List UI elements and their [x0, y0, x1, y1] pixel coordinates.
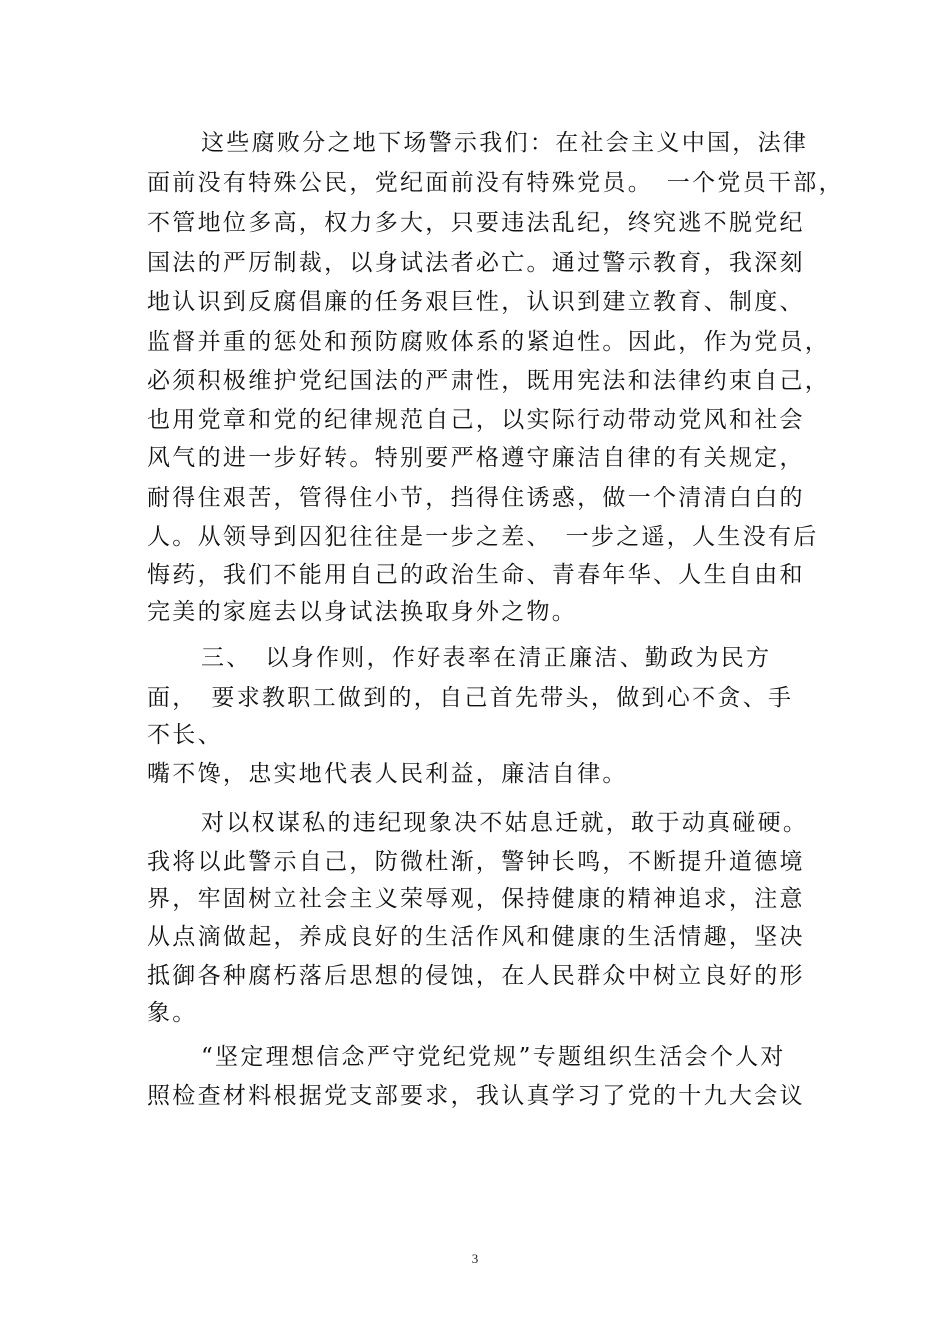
- text-line: 人。从领导到囚犯往往是一步之差、 一步之遥，人生没有后: [147, 524, 819, 550]
- text-line: 从点滴做起，养成良好的生活作风和健康的生活情趣，坚决: [147, 924, 805, 950]
- text-line: 象。: [147, 1000, 198, 1026]
- text-line: 地认识到反腐倡廉的任务艰巨性，认识到建立教育、制度、: [147, 289, 805, 315]
- text-line: 也用党章和党的纪律规范自己，以实际行动带动党风和社会: [147, 407, 805, 433]
- text-line: 不管地位多高，权力多大，只要违法乱纪，终究逃不脱党纪: [147, 210, 805, 236]
- text-line: 耐得住艰苦，管得住小节，挡得住诱惑，做一个清清白白的: [147, 485, 805, 511]
- text-line: 对以权谋私的违纪现象决不姑息迁就，敢于动真碰硬。: [201, 810, 809, 836]
- text-line: 面， 要求教职工做到的，自己首先带头，做到心不贪、手: [147, 685, 794, 711]
- text-line: 界，牢固树立社会主义荣辱观，保持健康的精神追求，注意: [147, 886, 805, 912]
- text-line: 风气的进一步好转。特别要严格遵守廉洁自律的有关规定，: [147, 445, 805, 471]
- text-line: 监督并重的惩处和预防腐败体系的紧迫性。因此，作为党员，: [147, 329, 831, 355]
- text-line: 不长、: [147, 722, 223, 748]
- text-line: 我将以此警示自己，防微杜渐，警钟长鸣，不断提升道德境: [147, 849, 805, 875]
- text-line: 照检查材料根据党支部要求，我认真学习了党的十九大会议: [147, 1083, 805, 1109]
- text-line: 完美的家庭去以身试法换取身外之物。: [147, 599, 578, 625]
- section-heading: 三、 以身作则，作好表率在清正廉洁、勤政为民方: [201, 645, 772, 671]
- text-line: 必须积极维护党纪国法的严肃性，既用宪法和法律约束自己，: [147, 368, 831, 394]
- text-line: 嘴不馋，忠实地代表人民利益，廉洁自律。: [147, 761, 628, 787]
- text-line: 悔药，我们不能用自己的政治生命、青春年华、人生自由和: [147, 562, 805, 588]
- text-line: 这些腐败分之地下场警示我们：在社会主义中国，法律: [201, 130, 809, 156]
- text-line: 国法的严厉制裁，以身试法者必亡。通过警示教育，我深刻: [147, 250, 805, 276]
- text-line: 抵御各种腐朽落后思想的侵蚀，在人民群众中树立良好的形: [147, 963, 805, 989]
- text-line: 面前没有特殊公民，党纪面前没有特殊党员。 一个党员干部，: [147, 170, 844, 196]
- text-line: “坚定理想信念严守党纪党规”专题组织生活会个人对: [201, 1044, 786, 1070]
- page-number: 3: [471, 1251, 479, 1266]
